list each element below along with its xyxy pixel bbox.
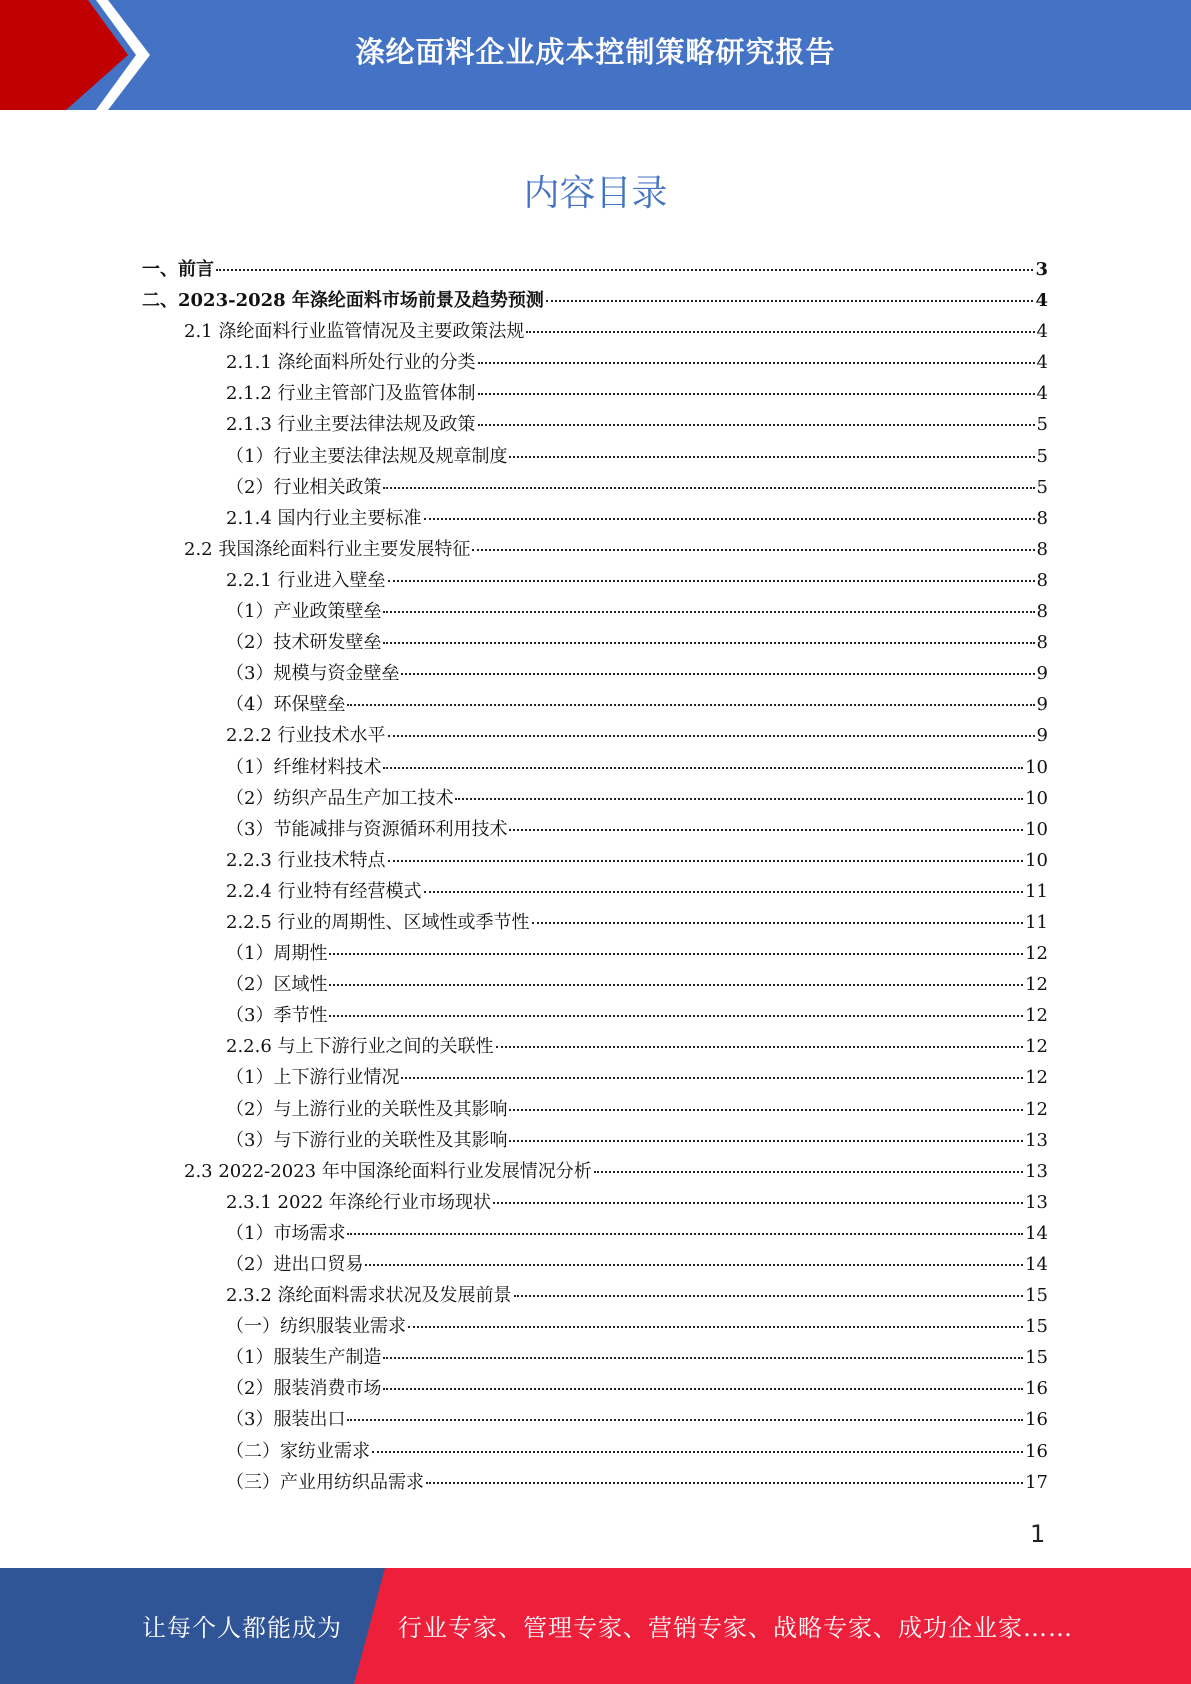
toc-entry-label: （二）家纺业需求: [226, 1440, 370, 1462]
toc-entry-page: 3: [1035, 259, 1048, 280]
toc-entry-label: （3）节能减排与资源循环利用技术: [226, 818, 508, 840]
toc-entry-label: （2）进出口贸易: [226, 1254, 364, 1275]
report-title: 涤纶面料企业成本控制策略研究报告: [355, 35, 836, 69]
toc-entry[interactable]: [142, 1000, 1048, 1031]
toc-entry[interactable]: [142, 1156, 1048, 1187]
toc-entry-label: （1）周期性: [226, 943, 328, 965]
toc-entry-page: 4: [1036, 383, 1048, 405]
toc-entry-page: 4: [1035, 290, 1048, 312]
toc-entry-page: 12: [1025, 974, 1048, 996]
toc-entry-label: 2.2 我国涤纶面料行业主要发展特征: [184, 538, 471, 560]
toc-leader-dots: [478, 393, 1035, 395]
toc-entry-label: （1）产业政策壁垒: [226, 601, 382, 623]
toc-entry[interactable]: [142, 534, 1048, 565]
toc-leader-dots: [329, 1015, 1023, 1017]
toc-leader-dots: [383, 487, 1034, 489]
footer-slogan-left: 让每个人都能成为: [142, 1614, 342, 1642]
toc-entry[interactable]: [142, 938, 1048, 969]
toc-entry[interactable]: [142, 316, 1048, 347]
toc-entry-page: 10: [1025, 818, 1048, 840]
toc-entry-label: （2）纺织产品生产加工技术: [226, 787, 454, 809]
toc-entry-label: （1）行业主要法律法规及规章制度: [226, 445, 508, 467]
table-of-contents: [142, 254, 1048, 1498]
toc-entry[interactable]: [142, 689, 1048, 720]
toc-entry[interactable]: [142, 472, 1048, 503]
toc-entry-label: 2.2.6 与上下游行业之间的关联性: [226, 1036, 494, 1058]
toc-entry[interactable]: [142, 1404, 1048, 1435]
toc-entry[interactable]: [142, 1280, 1048, 1311]
toc-leader-dots: [509, 1140, 1023, 1142]
toc-leader-dots: [424, 891, 1024, 893]
toc-leader-dots: [509, 456, 1034, 458]
toc-entry[interactable]: [142, 845, 1048, 876]
toc-entry-page: 10: [1025, 787, 1048, 809]
toc-entry-label: （1）上下游行业情况: [226, 1067, 400, 1089]
toc-leader-dots: [329, 984, 1023, 986]
toc-entry[interactable]: [142, 1187, 1048, 1218]
toc-entry-label: （2）技术研发壁垒: [226, 632, 382, 654]
toc-entry-page: 16: [1025, 1440, 1048, 1462]
toc-entry-label: 2.1.2 行业主管部门及监管体制: [226, 383, 476, 405]
toc-leader-dots: [455, 798, 1023, 800]
footer-band: [0, 1568, 1191, 1684]
toc-entry-label: 2.2.2 行业技术水平: [226, 725, 386, 747]
toc-entry-page: 15: [1025, 1347, 1048, 1369]
toc-entry-page: 8: [1036, 507, 1048, 529]
toc-entry-page: 8: [1036, 569, 1048, 591]
toc-entry[interactable]: [142, 720, 1048, 751]
toc-entry[interactable]: [142, 347, 1048, 378]
toc-entry-page: 9: [1036, 694, 1048, 716]
toc-leader-dots: [424, 518, 1035, 520]
toc-entry-page: 4: [1036, 352, 1048, 374]
toc-entry-page: 11: [1025, 911, 1048, 933]
toc-entry-page: 16: [1025, 1378, 1048, 1400]
toc-entry[interactable]: [142, 1062, 1048, 1093]
toc-entry[interactable]: [142, 409, 1048, 440]
toc-entry-label: 2.3 2022-2023 年中国涤纶面料行业发展情况分析: [184, 1160, 592, 1182]
toc-entry-page: 4: [1036, 321, 1048, 343]
toc-entry-label: 2.2.4 行业特有经营模式: [226, 880, 422, 902]
toc-entry-label: （三）产业用纺织品需求: [226, 1471, 424, 1493]
toc-entry-page: 5: [1036, 445, 1048, 467]
toc-leader-dots: [388, 860, 1024, 862]
toc-entry[interactable]: [142, 441, 1048, 472]
toc-entry-page: 15: [1025, 1316, 1048, 1338]
toc-leader-dots: [401, 1077, 1023, 1079]
toc-entry[interactable]: [142, 969, 1048, 1000]
toc-entry-label: 2.1 涤纶面料行业监管情况及主要政策法规: [184, 321, 525, 343]
toc-entry[interactable]: [142, 1436, 1048, 1467]
toc-leader-dots: [347, 1233, 1023, 1235]
toc-leader-dots: [383, 611, 1034, 613]
toc-leader-dots: [383, 1388, 1023, 1390]
toc-entry-page: 10: [1025, 756, 1048, 778]
toc-leader-dots: [383, 767, 1023, 769]
toc-entry-page: 12: [1025, 1098, 1048, 1120]
toc-entry-page: 12: [1025, 1036, 1048, 1058]
toc-entry[interactable]: [142, 596, 1048, 627]
toc-entry-label: （2）服装消费市场: [226, 1378, 382, 1400]
toc-entry-label: （4）环保壁垒: [226, 694, 346, 716]
toc-entry[interactable]: [142, 1467, 1048, 1498]
toc-entry-page: 15: [1025, 1285, 1048, 1307]
toc-leader-dots: [426, 1482, 1023, 1484]
toc-leader-dots: [347, 1419, 1023, 1421]
toc-entry[interactable]: [142, 658, 1048, 689]
toc-leader-dots: [383, 642, 1034, 644]
page-number: 1: [1030, 1520, 1046, 1548]
toc-leader-dots: [383, 1357, 1023, 1359]
toc-entry-page: 12: [1025, 1067, 1048, 1089]
toc-entry-page: 9: [1036, 663, 1048, 685]
toc-entry-label: （2）区域性: [226, 974, 328, 996]
toc-entry[interactable]: [142, 907, 1048, 938]
toc-leader-dots: [594, 1171, 1023, 1173]
toc-leader-dots: [478, 362, 1035, 364]
toc-entry-page: 14: [1025, 1254, 1048, 1275]
toc-entry-label: （3）季节性: [226, 1005, 328, 1027]
toc-entry-page: 12: [1025, 1005, 1048, 1027]
toc-entry[interactable]: [142, 565, 1048, 596]
toc-entry[interactable]: [142, 503, 1048, 534]
toc-leader-dots: [496, 1046, 1024, 1048]
toc-entry-label: 2.3.1 2022 年涤纶行业市场现状: [226, 1191, 492, 1213]
toc-entry[interactable]: [142, 1218, 1048, 1249]
toc-leader-dots: [388, 735, 1035, 737]
toc-entry-page: 8: [1036, 538, 1048, 560]
toc-entry-label: 2.1.3 行业主要法律法规及政策: [226, 414, 476, 436]
toc-entry-label: 二、2023-2028 年涤纶面料市场前景及趋势预测: [142, 290, 544, 312]
toc-entry[interactable]: [142, 1311, 1048, 1342]
toc-entry-label: （3）规模与资金壁垒: [226, 663, 400, 685]
toc-leader-dots: [478, 424, 1035, 426]
toc-entry-label: （3）与下游行业的关联性及其影响: [226, 1129, 508, 1151]
toc-entry[interactable]: [142, 814, 1048, 845]
toc-entry-page: 10: [1025, 849, 1048, 871]
toc-title: 内容目录: [523, 173, 668, 214]
toc-entry[interactable]: [142, 1125, 1048, 1156]
toc-entry-page: 11: [1025, 880, 1048, 902]
toc-leader-dots: [546, 300, 1034, 302]
header-band: [0, 0, 1191, 110]
toc-entry-label: 2.1.1 涤纶面料所处行业的分类: [226, 352, 476, 374]
toc-entry-label: （1）市场需求: [226, 1222, 346, 1244]
toc-entry[interactable]: [142, 1094, 1048, 1125]
toc-entry-label: （2）与上游行业的关联性及其影响: [226, 1098, 508, 1120]
toc-leader-dots: [532, 922, 1024, 924]
toc-leader-dots: [493, 1202, 1023, 1204]
toc-entry-page: 8: [1036, 632, 1048, 654]
toc-leader-dots: [347, 704, 1034, 706]
toc-entry-page: 16: [1025, 1409, 1048, 1431]
toc-leader-dots: [472, 549, 1034, 551]
toc-entry[interactable]: [142, 1031, 1048, 1062]
toc-entry[interactable]: [142, 1342, 1048, 1373]
toc-entry[interactable]: [142, 1373, 1048, 1404]
toc-leader-dots: [509, 829, 1023, 831]
toc-leader-dots: [408, 1326, 1023, 1328]
toc-entry-page: 13: [1025, 1160, 1048, 1182]
toc-entry[interactable]: [142, 752, 1048, 783]
toc-leader-dots: [372, 1451, 1023, 1453]
toc-entry-label: 2.2.1 行业进入壁垒: [226, 569, 386, 591]
toc-leader-dots: [401, 673, 1034, 675]
toc-entry-label: 2.1.4 国内行业主要标准: [226, 507, 422, 529]
toc-entry[interactable]: [142, 1249, 1048, 1280]
toc-entry-label: 一、前言: [142, 259, 214, 280]
toc-entry-label: 2.2.5 行业的周期性、区域性或季节性: [226, 911, 530, 933]
toc-entry-page: 17: [1025, 1471, 1048, 1493]
toc-entry-label: （3）服装出口: [226, 1409, 346, 1431]
toc-entry-label: （1）服装生产制造: [226, 1347, 382, 1369]
footer-slogan-right: 行业专家、管理专家、营销专家、战略专家、成功企业家……: [398, 1614, 1073, 1642]
toc-entry-page: 13: [1025, 1191, 1048, 1213]
toc-leader-dots: [216, 269, 1033, 271]
toc-entry-page: 5: [1036, 476, 1048, 498]
toc-entry-page: 9: [1036, 725, 1048, 747]
toc-entry[interactable]: [142, 876, 1048, 907]
toc-entry[interactable]: [142, 378, 1048, 409]
toc-leader-dots: [365, 1264, 1023, 1266]
toc-entry-page: 14: [1025, 1222, 1048, 1244]
toc-leader-dots: [388, 580, 1035, 582]
toc-entry-page: 8: [1036, 601, 1048, 623]
toc-leader-dots: [509, 1109, 1023, 1111]
toc-entry-label: 2.3.2 涤纶面料需求状况及发展前景: [226, 1285, 512, 1307]
toc-leader-dots: [329, 953, 1023, 955]
toc-entry-page: 12: [1025, 943, 1048, 965]
toc-entry-page: 5: [1036, 414, 1048, 436]
toc-entry-page: 13: [1025, 1129, 1048, 1151]
toc-leader-dots: [514, 1295, 1024, 1297]
toc-entry-label: 2.2.3 行业技术特点: [226, 849, 386, 871]
toc-entry[interactable]: [142, 783, 1048, 814]
toc-leader-dots: [526, 331, 1034, 333]
toc-entry-label: （一）纺织服装业需求: [226, 1316, 406, 1338]
toc-entry[interactable]: [142, 285, 1048, 316]
toc-entry-label: （1）纤维材料技术: [226, 756, 382, 778]
toc-entry[interactable]: [142, 627, 1048, 658]
toc-entry[interactable]: [142, 254, 1048, 285]
toc-entry-label: （2）行业相关政策: [226, 476, 382, 498]
